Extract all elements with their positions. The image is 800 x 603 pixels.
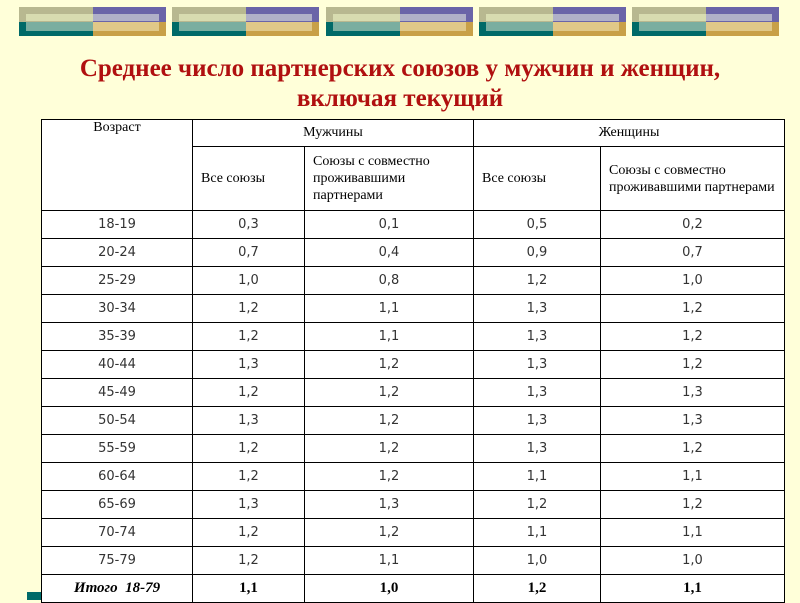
decorative-header-bar	[172, 7, 319, 36]
cell-men-all: 1,2	[193, 463, 305, 491]
partner-unions-table	[41, 119, 785, 603]
cell-age: 20-24	[42, 239, 193, 267]
cell-age: 18-19	[42, 211, 193, 239]
cell-men-cohab: 0,8	[305, 267, 474, 295]
cell-women-all: 1,2	[474, 491, 601, 519]
header-men-cohabiting-unions: Союзы с совместно проживавшими партнерами	[305, 147, 474, 211]
cell-men-all: 0,7	[193, 239, 305, 267]
cell-total-women-all: 1,2	[474, 575, 601, 603]
cell-total-women-cohab: 1,1	[601, 575, 785, 603]
table-row	[42, 519, 785, 547]
cell-age: 70-74	[42, 519, 193, 547]
cell-women-cohab: 1,3	[601, 407, 785, 435]
cell-men-cohab: 1,2	[305, 351, 474, 379]
cell-age: 55-59	[42, 435, 193, 463]
table-row	[42, 435, 785, 463]
cell-age: 45-49	[42, 379, 193, 407]
cell-men-cohab: 1,2	[305, 379, 474, 407]
table-row	[42, 463, 785, 491]
cell-men-all: 1,2	[193, 295, 305, 323]
cell-men-all: 1,3	[193, 491, 305, 519]
header-women-cohabiting-unions: Союзы с совместно проживавшими партнерами	[601, 147, 785, 211]
slide-title-line-2: включая текущий	[296, 85, 504, 112]
cell-women-all: 1,3	[474, 351, 601, 379]
cell-men-cohab: 1,2	[305, 463, 474, 491]
cell-women-all: 1,3	[474, 435, 601, 463]
cell-age: 60-64	[42, 463, 193, 491]
cell-women-cohab: 1,2	[601, 295, 785, 323]
cell-women-cohab: 1,2	[601, 435, 785, 463]
cell-men-all: 1,2	[193, 547, 305, 575]
cell-women-all: 1,3	[474, 295, 601, 323]
cell-men-cohab: 1,2	[305, 519, 474, 547]
cell-men-cohab: 1,1	[305, 547, 474, 575]
cell-women-cohab: 1,2	[601, 351, 785, 379]
table-row	[42, 379, 785, 407]
cell-age: 65-69	[42, 491, 193, 519]
cell-men-cohab: 1,2	[305, 435, 474, 463]
cell-total-men-cohab: 1,0	[305, 575, 474, 603]
table-row	[42, 491, 785, 519]
cell-men-all: 1,0	[193, 267, 305, 295]
cell-women-all: 1,3	[474, 323, 601, 351]
cell-men-cohab: 0,1	[305, 211, 474, 239]
table-row	[42, 323, 785, 351]
cell-women-all: 0,9	[474, 239, 601, 267]
cell-men-all: 1,3	[193, 351, 305, 379]
cell-men-cohab: 0,4	[305, 239, 474, 267]
decorative-header-bar	[632, 7, 779, 36]
cell-women-all: 1,1	[474, 463, 601, 491]
cell-women-all: 1,3	[474, 407, 601, 435]
cell-women-cohab: 1,2	[601, 491, 785, 519]
cell-women-cohab: 0,2	[601, 211, 785, 239]
cell-women-cohab: 1,3	[601, 379, 785, 407]
cell-age: 40-44	[42, 351, 193, 379]
cell-women-cohab: 1,0	[601, 547, 785, 575]
cell-women-cohab: 1,2	[601, 323, 785, 351]
cell-men-cohab: 1,1	[305, 323, 474, 351]
cell-women-cohab: 1,0	[601, 267, 785, 295]
table-row	[42, 351, 785, 379]
cell-age: 50-54	[42, 407, 193, 435]
slide-title	[0, 54, 800, 114]
cell-men-all: 1,2	[193, 435, 305, 463]
header-women: Женщины	[474, 120, 785, 147]
table-row	[42, 295, 785, 323]
cell-women-cohab: 1,1	[601, 463, 785, 491]
decorative-header-bar	[326, 7, 473, 36]
table-row	[42, 267, 785, 295]
decorative-corner-bar	[27, 592, 41, 600]
header-men: Мужчины	[193, 120, 474, 147]
cell-women-all: 1,3	[474, 379, 601, 407]
cell-total-men-all: 1,1	[193, 575, 305, 603]
cell-age: 30-34	[42, 295, 193, 323]
cell-men-all: 1,2	[193, 379, 305, 407]
cell-women-cohab: 1,1	[601, 519, 785, 547]
cell-women-all: 1,2	[474, 267, 601, 295]
cell-men-cohab: 1,1	[305, 295, 474, 323]
cell-men-cohab: 1,3	[305, 491, 474, 519]
table-total-row	[42, 575, 785, 603]
table-row	[42, 211, 785, 239]
cell-age: 35-39	[42, 323, 193, 351]
cell-men-all: 0,3	[193, 211, 305, 239]
cell-women-cohab: 0,7	[601, 239, 785, 267]
table-row	[42, 239, 785, 267]
cell-men-cohab: 1,2	[305, 407, 474, 435]
header-men-all-unions: Все союзы	[193, 147, 305, 211]
cell-men-all: 1,3	[193, 407, 305, 435]
cell-women-all: 1,0	[474, 547, 601, 575]
decorative-header-bar	[479, 7, 626, 36]
cell-men-all: 1,2	[193, 519, 305, 547]
slide-title-line-1: Среднее число партнерских союзов у мужчин и женщин,	[79, 55, 721, 82]
cell-men-all: 1,2	[193, 323, 305, 351]
cell-total-label: Итого 18-79	[42, 575, 193, 603]
header-age: Возраст	[42, 120, 193, 211]
decorative-header-bar	[19, 7, 166, 36]
cell-women-all: 0,5	[474, 211, 601, 239]
table-row	[42, 407, 785, 435]
cell-women-all: 1,1	[474, 519, 601, 547]
cell-age: 75-79	[42, 547, 193, 575]
table-row	[42, 547, 785, 575]
header-women-all-unions: Все союзы	[474, 147, 601, 211]
cell-age: 25-29	[42, 267, 193, 295]
